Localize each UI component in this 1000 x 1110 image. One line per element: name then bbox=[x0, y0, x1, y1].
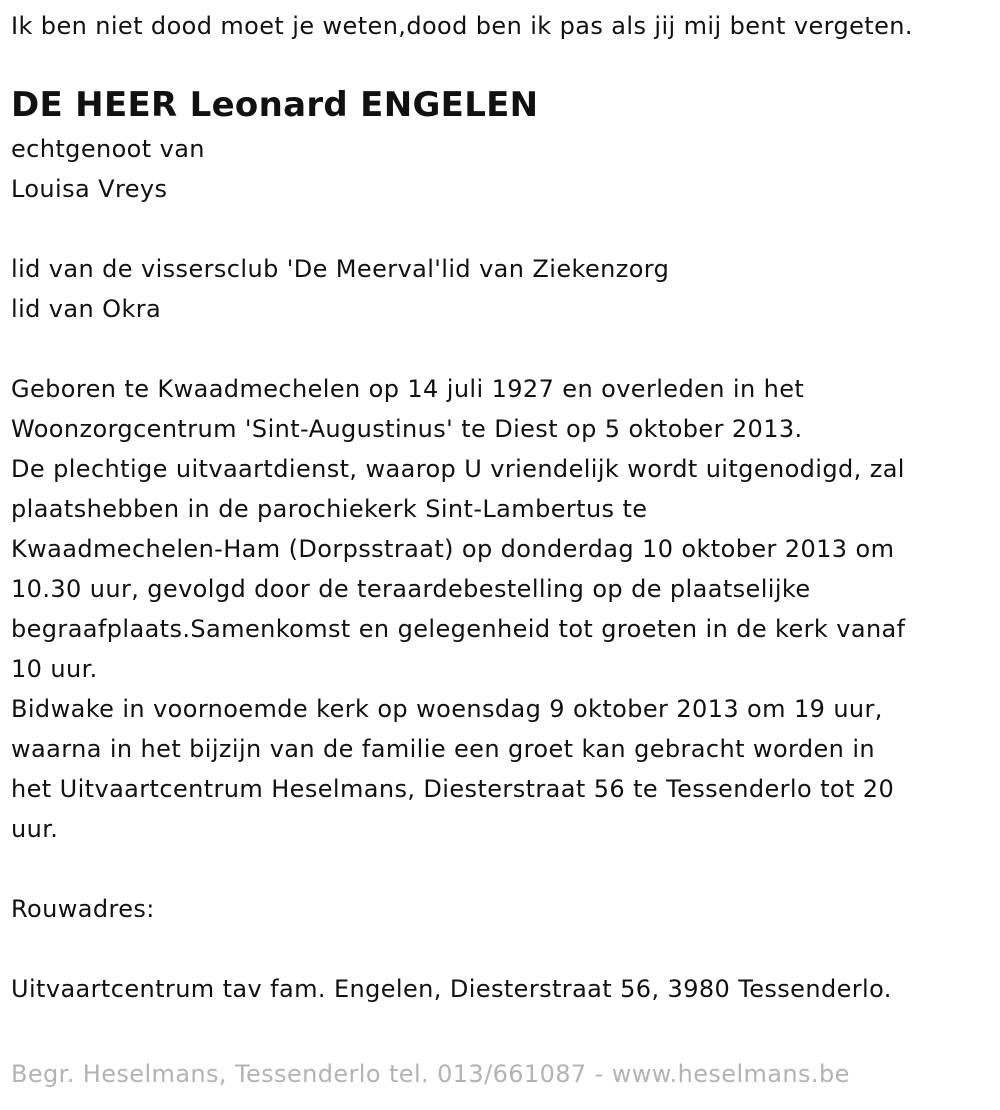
spacer bbox=[11, 929, 989, 969]
body-line: het Uitvaartcentrum Heselmans, Diesterstraat 56 te Tessenderlo tot 20 bbox=[11, 775, 895, 803]
spouse-name: Louisa Vreys bbox=[11, 175, 168, 203]
body-line: Kwaadmechelen-Ham (Dorpsstraat) op donderdag 10 oktober 2013 om bbox=[11, 535, 895, 563]
body-line: Bidwake in voornoemde kerk op woensdag 9 oktober 2013 om 19 uur, bbox=[11, 695, 883, 723]
body-line: 10 uur. bbox=[11, 655, 98, 683]
body-line: Geboren te Kwaadmechelen op 14 juli 1927 en overleden in het bbox=[11, 375, 805, 403]
body-line: begraafplaats.Samenkomst en gelegenheid tot groeten in de kerk vanaf bbox=[11, 615, 906, 643]
body-line: uur. bbox=[11, 815, 59, 843]
deceased-name: DE HEER Leonard ENGELEN bbox=[11, 85, 539, 125]
address-label: Rouwadres: bbox=[11, 895, 155, 923]
body-line: 10.30 uur, gevolgd door de teraardebestelling op de plaatselijke bbox=[11, 575, 811, 603]
body-line: Woonzorgcentrum 'Sint-Augustinus' te Diest op 5 oktober 2013. bbox=[11, 415, 803, 443]
spouse-label: echtgenoot van bbox=[11, 135, 205, 163]
funeral-home-footer: Begr. Heselmans, Tessenderlo tel. 013/661087 - www.heselmans.be bbox=[11, 1060, 850, 1088]
membership-line: lid van de vissersclub 'De Meerval'lid van Ziekenzorg bbox=[11, 255, 670, 283]
spacer bbox=[11, 849, 989, 889]
body-line: De plechtige uitvaartdienst, waarop U vriendelijk wordt uitgenodigd, zal bbox=[11, 455, 905, 483]
spacer bbox=[11, 209, 989, 249]
spacer bbox=[11, 329, 989, 369]
opening-quote: Ik ben niet dood moet je weten,dood ben ik pas als jij mij bent vergeten. bbox=[11, 12, 913, 40]
body-line: plaatshebben in de parochiekerk Sint-Lambertus te bbox=[11, 495, 648, 523]
announcement-body bbox=[11, 369, 989, 849]
membership-line: lid van Okra bbox=[11, 295, 162, 323]
mourning-address: Uitvaartcentrum tav fam. Engelen, Diesterstraat 56, 3980 Tessenderlo. bbox=[11, 975, 892, 1003]
body-line: waarna in het bijzijn van de familie een groet kan gebracht worden in bbox=[11, 735, 876, 763]
